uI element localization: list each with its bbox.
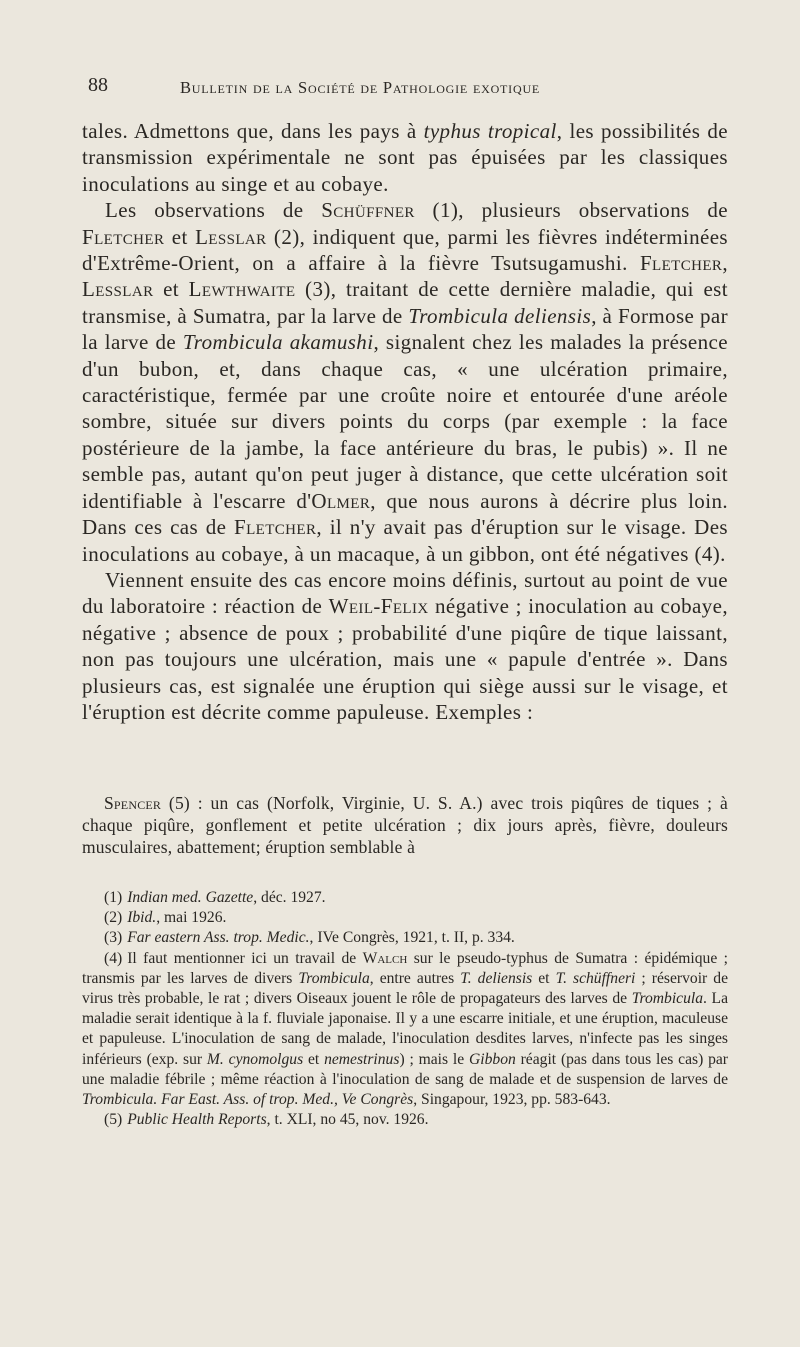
page-number: 88 (88, 74, 108, 96)
footnote-3: (3) Far eastern Ass. trop. Medic., IVe Congrès, 1921, t. II, p. 334. (104, 929, 515, 947)
body-text (82, 118, 728, 725)
paragraph-1: tales. Admettons que, dans les pays à typhus tropical, les possibilités de transmission expérimentale ne sont pas épuisées par les classiques inoculations au singe et au cobaye. (82, 119, 728, 196)
example-paragraph: Spencer (5) : un cas (Norfolk, Virginie, U. S. A.) avec trois piqûres de tiques ; à chaque piqûre, gonflement et petite ulcération ; dix jours après, fièvre, douleurs musculaires, abattement; éruption semblable à (82, 793, 728, 858)
running-head (88, 74, 728, 100)
footnote-1: (1) Indian med. Gazette, déc. 1927. (104, 889, 326, 906)
footnote-2: (2) Ibid., mai 1926. (104, 909, 227, 927)
paragraph-2: Les observations de Schüffner (1), plusieurs observations de Fletcher et Lesslar (2), indiquent que, parmi les fièvres indéterminées d'Extrême-Orient, on a affaire à la fièvre Tsutsugamushi. Fletcher, Lesslar et Lewthwaite (3), traitant de cette dernière maladie, qui est transmise, à Sumatra, par la larve de Trombicula deliensis, à Formose par la larve de Trombicula akamushi, signalent chez les malades la présence d'un bubon, et, dans chaque cas, « une ulcération primaire, caractéristique, fermée par une croûte noire et entourée d'une aréole sombre, située sur divers points du corps (par exemple : la face postérieure de la jambe, la face antérieure du bras, le pubis) ». Il ne semble pas, autant qu'on peut juger à distance, que cette ulcération soit identifiable à l'escarre d'Olmer, que nous aurons à décrire plus loin. Dans ces cas de Fletcher, il n'y avait pas d'éruption sur le visage. Des inoculations au cobaye, à un macaque, à un gibbon, ont été négatives (4). (82, 198, 728, 566)
footnote-5: (5) Public Health Reports, t. XLI, no 45, nov. 1926. (104, 1111, 429, 1129)
footnotes (82, 888, 728, 1130)
journal-title: Bulletin de la Société de Pathologie exotique (180, 78, 541, 97)
footnote-4: (4) Il faut mentionner ici un travail de Walch sur le pseudo-typhus de Sumatra : épidémique ; transmis par les larves de divers Trombicula, entre autres T. deliensis et T. schüffneri ; réservoir de virus très probable, le rat ; divers Oiseaux jouent le rôle de propagateurs des larves de Trombicula. La maladie serait identique à la f. fluviale japonaise. Il y a une escarre initiale, et une éruption, maculeuse et papuleuse. L'inoculation de sang de malade, l'inoculation desdites larves, n'infecte pas les singes inférieurs (exp. sur M. cynomolgus et nemestrinus) ; mais le Gibbon réagit (pas dans tous les cas) par une maladie fébrile ; même réaction à l'inoculation de sang de malade et de suspension de larves de Trombicula. Far East. Ass. of trop. Med., Ve Congrès, Singapour, 1923, pp. 583-643. (82, 949, 728, 1109)
paragraph-3: Viennent ensuite des cas encore moins définis, surtout au point de vue du laboratoire : réaction de Weil-Felix négative ; inoculation au cobaye, négative ; absence de poux ; probabilité d'une piqûre de tique laissant, non pas toujours une ulcération, mais une « papule d'entrée ». Dans plusieurs cas, est signalée une éruption qui siège aussi sur le visage, et l'éruption est décrite comme papuleuse. Exemples : (82, 567, 728, 724)
